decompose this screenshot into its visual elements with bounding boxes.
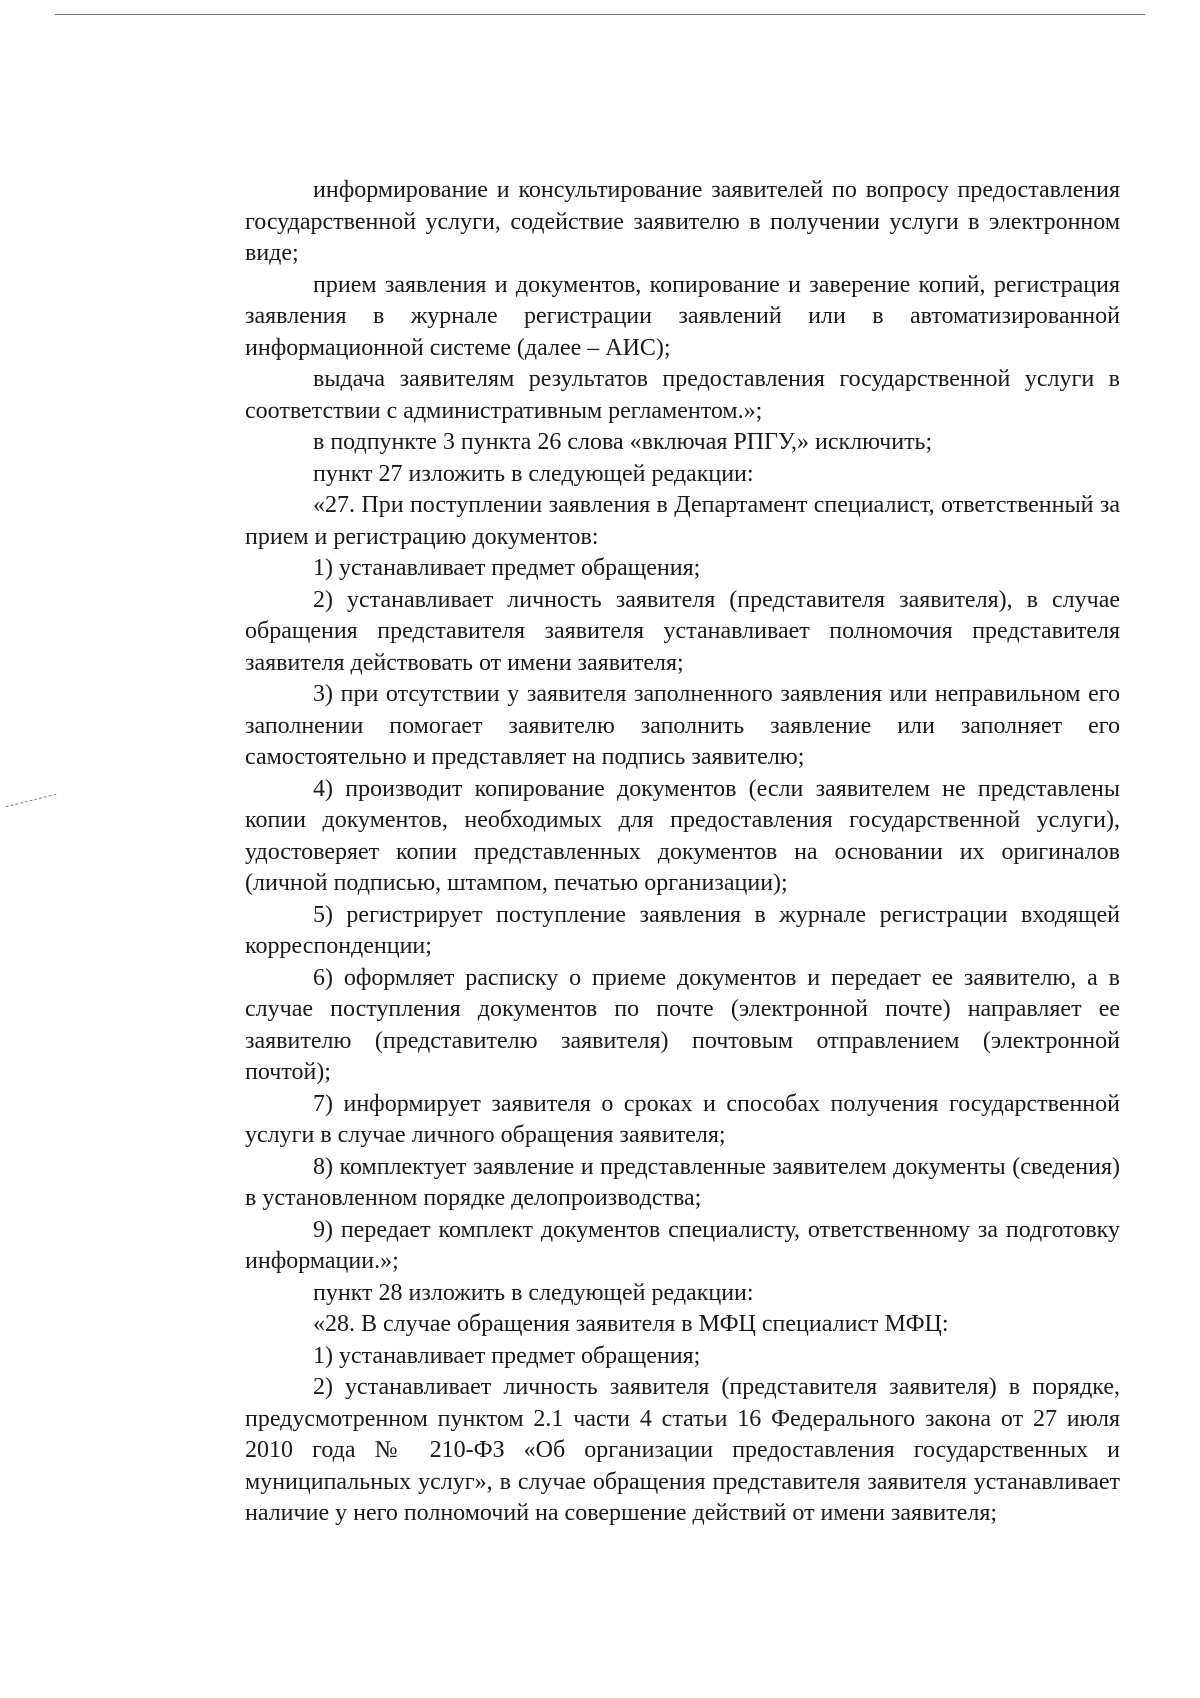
paragraph: выдача заявителям результатов предоставления государственной услуги в соответствии с административным регламентом.»; — [245, 366, 1120, 424]
page-top-edge-line — [55, 14, 1145, 15]
paragraph: пункт 27 изложить в следующей редакции: — [313, 460, 754, 487]
paragraph: «28. В случае обращения заявителя в МФЦ специалист МФЦ: — [313, 1311, 949, 1337]
list-item: 3) при отсутствии у заявителя заполненного заявления или неправильном его заполнении помогает заявителю заполнить заявление или заполняет его самостоятельно и представляет на подпись заявителю; — [245, 681, 1120, 770]
paragraph: в подпункте 3 пункта 26 слова «включая РПГУ,» исключить; — [313, 429, 933, 455]
paragraph: прием заявления и документов, копирование и заверение копий, регистрация заявления в журнале регистрации заявлений или в автоматизированной информационной системе (далее – АИС); — [245, 271, 1120, 361]
scan-margin-mark — [6, 794, 57, 808]
paragraph: «27. При поступлении заявления в Департамент специалист, ответственный за прием и регистрацию документов: — [245, 492, 1120, 550]
list-item: 8) комплектует заявление и представленные заявителем документы (сведения) в установленном порядке делопроизводства; — [245, 1153, 1120, 1211]
list-item: 1) устанавливает предмет обращения; — [313, 1342, 701, 1369]
list-item: 9) передает комплект документов специалисту, ответственному за подготовку информации.»; — [245, 1216, 1120, 1274]
document-body — [245, 175, 1120, 1530]
list-item: 1) устанавливает предмет обращения; — [313, 555, 701, 581]
list-item: 6) оформляет расписку о приеме документов и передает ее заявителю, а в случае поступления документов по почте (электронной почте) направляет ее заявителю (представителю заявителя) почтовым отправлением (электронной почтой); — [245, 964, 1120, 1085]
list-item: 2) устанавливает личность заявителя (представителя заявителя), в случае обращения представителя заявителя устанавливает полномочия представителя заявителя действовать от имени заявителя; — [245, 586, 1120, 676]
list-item: 2) устанавливает личность заявителя (представителя заявителя) в порядке, предусмотренном пунктом 2.1 части 4 статьи 16 Федерального закона от 27 июля 2010 года № 210-ФЗ «Об организации предоставления государственных и муниципальных услуг», в случае обращения представителя заявителя устанавливает наличие у него полномочий на совершение действий от имени заявителя; — [245, 1374, 1120, 1526]
list-item: 5) регистрирует поступление заявления в журнале регистрации входящей корреспонденции; — [245, 901, 1120, 959]
paragraph: пункт 28 изложить в следующей редакции: — [313, 1279, 754, 1306]
list-item: 7) информирует заявителя о сроках и способах получения государственной услуги в случае личного обращения заявителя; — [245, 1090, 1120, 1148]
paragraph: информирование и консультирование заявителей по вопросу предоставления государственной услуги, содействие заявителю в получении услуги в электронном виде; — [245, 177, 1120, 266]
list-item: 4) производит копирование документов (если заявителем не представлены копии документов, необходимых для предоставления государственной услуги), удостоверяет копии представленных документов на основании их оригиналов (личной подписью, штампом, печатью организации); — [245, 775, 1120, 896]
